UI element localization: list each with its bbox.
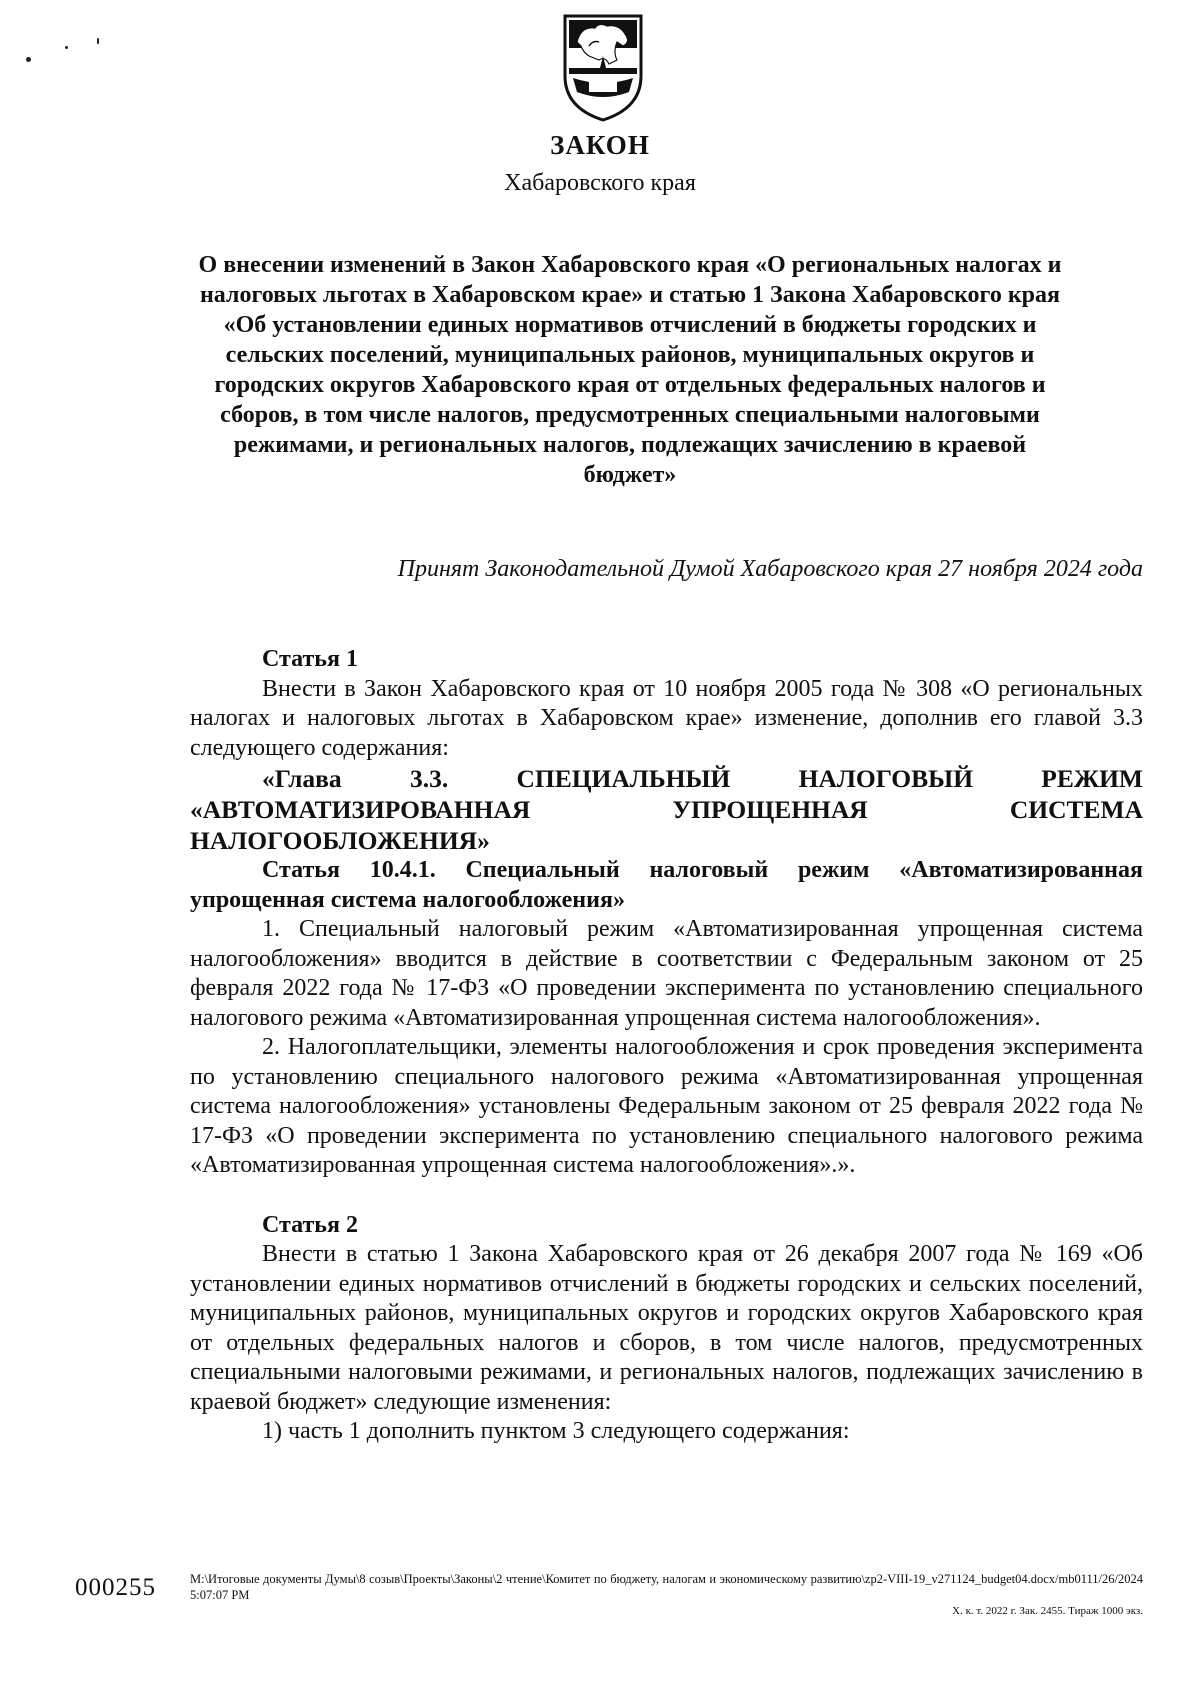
scan-speck <box>97 38 99 44</box>
adoption-note: Принят Законодательной Думой Хабаровского края 27 ноября 2024 года <box>397 556 1143 582</box>
article-1-heading: Статья 1 <box>262 646 358 672</box>
article-2-heading: Статья 2 <box>262 1211 358 1238</box>
print-info: Х. к. т. 2022 г. Зак. 2455. Тираж 1000 экз. <box>952 1605 1143 1617</box>
file-path: M:\Итоговые документы Думы\8 созыв\Проекты\Законы\2 чтение\Комитет по бюджету, налогам и экономическому развитию\zp2-VIII-19_v271124_budget04.docx/mb0111/26/2024 5:07:07 PM <box>190 1572 1143 1602</box>
subarticle-title: Статья 10.4.1. Специальный налоговый режим «Автоматизированная упрощенная система налогообложения» <box>190 857 1143 913</box>
law-region: Хабаровского края <box>504 170 696 196</box>
document-body <box>190 645 1143 1447</box>
paragraph-1: 1. Специальный налоговый режим «Автоматизированная упрощенная система налогообложения» вводится в действие в соответствии с Федеральным законом от 25 февраля 2022 года № 17-ФЗ «О проведении эксперимента по установлению специального налогового режима «Автоматизированная упрощенная система налогообложения». <box>190 916 1143 1031</box>
scan-speck <box>65 46 68 49</box>
paragraph-2: 2. Налогоплательщики, элементы налогообложения и срок проведения эксперимента по установлению специального налогового режима «Автоматизированная упрощенная система налогообложения» установлены Федеральным законом от 25 февраля 2022 года № 17-ФЗ «О проведении эксперимента по установлению специального налогового режима «Автоматизированная упрощенная система налогообложения».». <box>190 1034 1143 1178</box>
list-item: 1) часть 1 дополнить пунктом 3 следующего содержания: <box>262 1418 850 1444</box>
law-subject: О внесении изменений в Закон Хабаровского края «О региональных налогах и налоговых льготах в Хабаровском крае» и статью 1 Закона Хабаровского края «Об установлении единых нормативов отчислений в бюджеты городских и сельских поселений, муниципальных районов, муниципальных округов и городских округов Хабаровского края от отдельных федеральных налогов и сборов, в том числе налогов, предусмотренных специальными налоговыми режимами, и региональных налогов, подлежащих зачислению в краевой бюджет» <box>198 252 1062 488</box>
chapter-title-end: НАЛОГООБЛОЖЕНИЯ» <box>190 826 490 855</box>
law-title: ЗАКОН <box>550 130 650 160</box>
article-2-intro: Внести в статью 1 Закона Хабаровского края от 26 декабря 2007 года № 169 «Об установлении единых нормативов отчислений в бюджеты городских и сельских поселений, муниципальных районов, муниципальных округов и городских округов Хабаровского края от отдельных федеральных налогов и сборов, в том числе налогов, предусмотренных специальными налоговыми режимами, и региональных налогов, подлежащих зачислению в краевой бюджет» следующие изменения: <box>190 1241 1143 1415</box>
khabarovsk-coat-of-arms-icon <box>559 12 647 124</box>
chapter-title: «Глава 3.3. СПЕЦИАЛЬНЫЙ НАЛОГОВЫЙ РЕЖИМ «АВТОМАТИЗИРОВАННАЯ УПРОЩЕННАЯ СИСТЕМА <box>190 764 1143 824</box>
scan-speck <box>26 57 31 62</box>
article-1-intro: Внести в Закон Хабаровского края от 10 ноября 2005 года № 308 «О региональных налогах и налоговых льготах в Хабаровском крае» изменение, дополнив его главой 3.3 следующего содержания: <box>190 675 1143 761</box>
document-number: 000255 <box>75 1574 156 1601</box>
spacer <box>190 1181 1143 1211</box>
